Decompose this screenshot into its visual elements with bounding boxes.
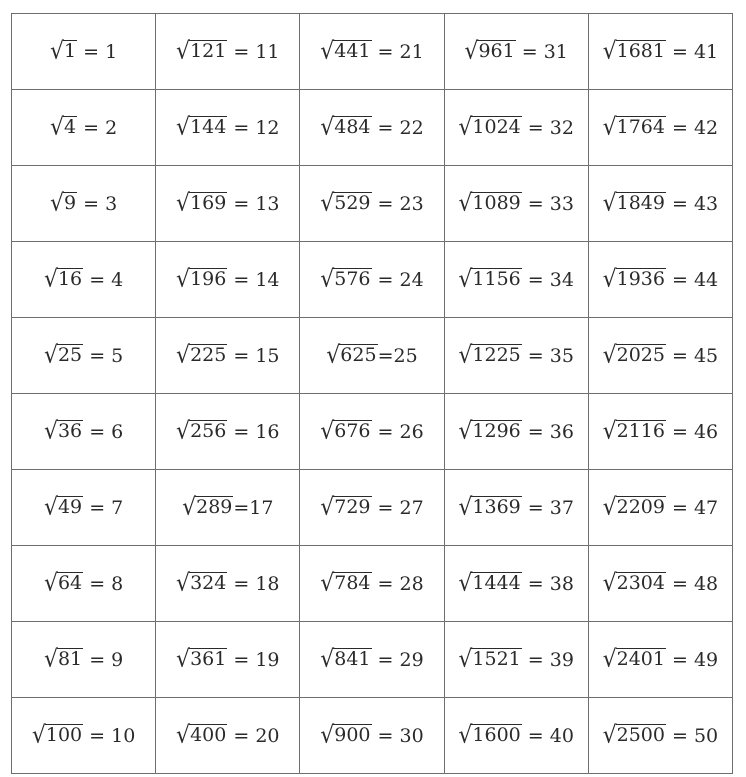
radicand: 4 [64,116,77,139]
radicand: 1849 [616,192,665,215]
radical-sign-icon: √ [320,417,335,445]
table-cell [444,318,588,394]
table-cell [12,166,156,242]
radical-sign-icon: √ [320,645,335,673]
square-root-expression [182,493,233,521]
table-cell [300,166,444,242]
square-root-expression [43,265,83,293]
radical-sign-icon: √ [458,493,473,521]
table-cell [300,698,444,774]
equals-result: = 14 [227,268,280,291]
radicand: 1764 [616,116,665,139]
radical-sign-icon: √ [458,189,473,217]
square-root-expression [602,341,666,369]
square-root-expression [458,341,521,369]
square-root-expression [602,645,666,673]
table-cell [156,622,300,698]
table-cell [156,166,300,242]
equals-result: = 35 [521,344,574,367]
radical-sign-icon: √ [458,265,473,293]
table-cell [588,622,732,698]
square-root-expression [602,417,666,445]
table-cell [300,546,444,622]
radicand: 1296 [472,420,521,443]
radical-sign-icon: √ [176,265,191,293]
square-root-expression [49,189,77,217]
radical-sign-icon: √ [176,569,191,597]
table-cell [12,242,156,318]
radical-sign-icon: √ [176,37,191,65]
radicand: 9 [64,192,77,215]
equals-result: = 3 [77,192,118,215]
radical-sign-icon: √ [320,265,335,293]
table-cell [156,470,300,546]
square-root-expression [176,265,227,293]
radicand: 1225 [472,344,521,367]
radicand: 289 [196,496,233,519]
table-cell [300,622,444,698]
equals-result: = 13 [227,192,280,215]
radicand: 81 [57,648,83,671]
radical-sign-icon: √ [31,721,46,749]
equals-result: = 22 [371,116,424,139]
radicand: 1681 [616,40,665,63]
radical-sign-icon: √ [602,645,617,673]
radical-sign-icon: √ [458,341,473,369]
equals-result: = 28 [371,572,424,595]
table-row [12,90,733,166]
square-root-expression [458,493,521,521]
equals-result: = 11 [227,40,280,63]
square-root-expression [602,569,666,597]
square-root-expression [43,417,83,445]
square-root-expression [458,417,521,445]
radicand: 841 [334,648,371,671]
equals-result: = 34 [521,268,574,291]
square-root-expression [43,645,83,673]
table-row [12,14,733,90]
table-cell [12,394,156,470]
table-cell [156,394,300,470]
square-root-expression [320,645,371,673]
equals-result: = 49 [665,648,719,671]
radicand: 2500 [616,724,665,747]
radical-sign-icon: √ [176,113,191,141]
equals-result: =17 [233,496,274,519]
table-cell [300,318,444,394]
square-root-expression [602,113,666,141]
square-root-expression [176,113,227,141]
equals-result: = 44 [665,268,719,291]
radicand: 576 [334,268,371,291]
radicand: 1156 [472,268,521,291]
square-root-expression [458,569,521,597]
radicand: 1521 [472,648,521,671]
radical-sign-icon: √ [320,37,335,65]
radical-sign-icon: √ [458,417,473,445]
radical-sign-icon: √ [602,417,617,445]
equals-result: = 30 [371,724,424,747]
square-root-expression [49,113,77,141]
table-cell [588,470,732,546]
table-cell [12,470,156,546]
table-cell [588,242,732,318]
equals-result: = 15 [227,344,280,367]
radical-sign-icon: √ [602,569,617,597]
radical-sign-icon: √ [320,569,335,597]
radical-sign-icon: √ [43,645,58,673]
radical-sign-icon: √ [49,37,65,65]
table-row [12,622,733,698]
radical-sign-icon: √ [458,721,473,749]
table-cell [12,90,156,166]
equals-result: = 41 [665,40,719,63]
table-cell [12,318,156,394]
radicand: 900 [334,724,371,747]
equals-result: = 5 [83,344,124,367]
radical-sign-icon: √ [320,113,335,141]
equals-result: = 45 [665,344,719,367]
table-cell [444,242,588,318]
table-row [12,546,733,622]
radical-sign-icon: √ [320,721,335,749]
radical-sign-icon: √ [43,493,58,521]
radicand: 1936 [616,268,665,291]
table-row [12,166,733,242]
equals-result: = 31 [515,40,568,63]
square-root-expression [320,189,371,217]
radicand: 2304 [616,572,665,595]
radical-sign-icon: √ [182,493,197,521]
table-cell [588,318,732,394]
table-cell [444,90,588,166]
radical-sign-icon: √ [320,493,335,521]
radicand: 169 [190,192,227,215]
square-root-expression [602,189,666,217]
radicand: 1089 [472,192,521,215]
square-root-expression [458,645,521,673]
square-root-expression [43,341,83,369]
square-root-expression [320,721,371,749]
table-row [12,470,733,546]
radicand: 361 [190,648,227,671]
radical-sign-icon: √ [602,341,617,369]
square-root-expression [320,569,371,597]
square-root-expression [458,721,521,749]
radical-sign-icon: √ [458,113,473,141]
equals-result: = 37 [521,496,574,519]
table-cell [588,546,732,622]
table-body [12,14,733,774]
radicand: 729 [334,496,371,519]
square-root-expression [176,569,227,597]
radical-sign-icon: √ [43,417,58,445]
table-row [12,318,733,394]
equals-result: = 21 [371,40,424,63]
table-cell [444,546,588,622]
radicand: 961 [478,40,515,63]
radicand: 441 [334,40,371,63]
radical-sign-icon: √ [602,493,617,521]
radicand: 144 [190,116,227,139]
radicand: 225 [190,344,227,367]
radicand: 100 [45,724,83,747]
table-cell [588,90,732,166]
radicand: 2116 [616,420,665,443]
table-cell [444,622,588,698]
square-root-expression [176,189,227,217]
square-root-expression [320,265,371,293]
square-root-expression [176,417,227,445]
square-root-expression [176,721,227,749]
equals-result: = 1 [77,40,118,63]
square-root-expression [31,721,83,749]
equals-result: = 50 [665,724,719,747]
square-root-expression [464,37,515,65]
table-row [12,698,733,774]
equals-result: = 6 [83,420,124,443]
table-cell [444,470,588,546]
square-root-expression [49,37,77,65]
table-cell [156,698,300,774]
table-cell [12,546,156,622]
radicand: 49 [57,496,83,519]
radical-sign-icon: √ [602,721,617,749]
equals-result: = 9 [83,648,124,671]
equals-result: = 48 [665,572,719,595]
radical-sign-icon: √ [320,189,335,217]
square-root-expression [602,721,666,749]
square-roots-table [11,13,733,774]
equals-result: = 18 [227,572,280,595]
radicand: 324 [190,572,227,595]
equals-result: = 7 [83,496,124,519]
equals-result: = 42 [665,116,719,139]
table-cell [444,394,588,470]
equals-result: = 19 [227,648,280,671]
equals-result: = 24 [371,268,424,291]
table-cell [12,14,156,90]
radical-sign-icon: √ [464,37,479,65]
radicand: 1600 [472,724,521,747]
radical-sign-icon: √ [602,113,617,141]
equals-result: = 20 [227,724,280,747]
equals-result: = 26 [371,420,424,443]
radical-sign-icon: √ [49,189,65,217]
equals-result: = 40 [521,724,574,747]
equals-result: = 39 [521,648,574,671]
equals-result: = 23 [371,192,424,215]
radical-sign-icon: √ [176,721,191,749]
square-root-expression [602,37,666,65]
equals-result: = 8 [83,572,124,595]
square-root-expression [326,341,377,369]
table-cell [444,166,588,242]
square-root-expression [602,493,666,521]
radicand: 625 [340,344,377,367]
radicand: 2209 [616,496,665,519]
table-cell [156,546,300,622]
table-cell [444,698,588,774]
equals-result: = 32 [521,116,574,139]
radical-sign-icon: √ [176,417,191,445]
radicand: 1444 [472,572,521,595]
radicand: 676 [334,420,371,443]
table-row [12,394,733,470]
table-cell [156,242,300,318]
table-cell [588,394,732,470]
radicand: 784 [334,572,371,595]
table-cell [300,90,444,166]
radicand: 2025 [616,344,665,367]
square-root-expression [602,265,666,293]
radicand: 121 [190,40,227,63]
radical-sign-icon: √ [326,341,341,369]
radicand: 25 [57,344,83,367]
radicand: 196 [190,268,227,291]
square-root-expression [458,113,521,141]
equals-result: = 10 [83,724,136,747]
radical-sign-icon: √ [176,341,191,369]
square-root-expression [458,265,521,293]
radical-sign-icon: √ [602,37,617,65]
radicand: 1369 [472,496,521,519]
table-cell [12,698,156,774]
table-cell [300,14,444,90]
radicand: 400 [190,724,227,747]
radical-sign-icon: √ [458,645,473,673]
equals-result: = 33 [521,192,574,215]
square-root-expression [176,341,227,369]
equals-result: = 29 [371,648,424,671]
radicand: 484 [334,116,371,139]
radicand: 2401 [616,648,665,671]
equals-result: = 46 [665,420,719,443]
square-root-expression [43,569,83,597]
radicand: 1024 [472,116,521,139]
equals-result: = 47 [665,496,719,519]
square-root-expression [320,113,371,141]
table-cell [444,14,588,90]
equals-result: = 43 [665,192,719,215]
radicand: 16 [57,268,83,291]
radical-sign-icon: √ [176,645,191,673]
square-root-expression [320,493,371,521]
radicand: 256 [190,420,227,443]
equals-result: =25 [377,344,418,367]
equals-result: = 2 [77,116,118,139]
radicand: 529 [334,192,371,215]
table-cell [156,90,300,166]
table-cell [156,318,300,394]
table-cell [588,698,732,774]
table-cell [300,242,444,318]
equals-result: = 36 [521,420,574,443]
square-root-expression [320,37,371,65]
radicand: 64 [57,572,83,595]
square-root-expression [176,645,227,673]
radical-sign-icon: √ [176,189,191,217]
table-cell [588,166,732,242]
equals-result: = 16 [227,420,280,443]
radical-sign-icon: √ [49,113,65,141]
radical-sign-icon: √ [43,569,58,597]
table-cell [300,470,444,546]
square-root-expression [458,189,521,217]
table-cell [156,14,300,90]
square-root-expression [320,417,371,445]
radical-sign-icon: √ [43,341,58,369]
radicand: 36 [57,420,83,443]
table-cell [588,14,732,90]
equals-result: = 27 [371,496,424,519]
equals-result: = 4 [83,268,124,291]
table-cell [300,394,444,470]
radicand: 1 [64,40,77,63]
table-row [12,242,733,318]
equals-result: = 12 [227,116,280,139]
radical-sign-icon: √ [43,265,58,293]
radical-sign-icon: √ [458,569,473,597]
equals-result: = 38 [521,572,574,595]
table-cell [12,622,156,698]
radical-sign-icon: √ [602,189,617,217]
square-root-expression [176,37,227,65]
radical-sign-icon: √ [602,265,617,293]
square-root-expression [43,493,83,521]
